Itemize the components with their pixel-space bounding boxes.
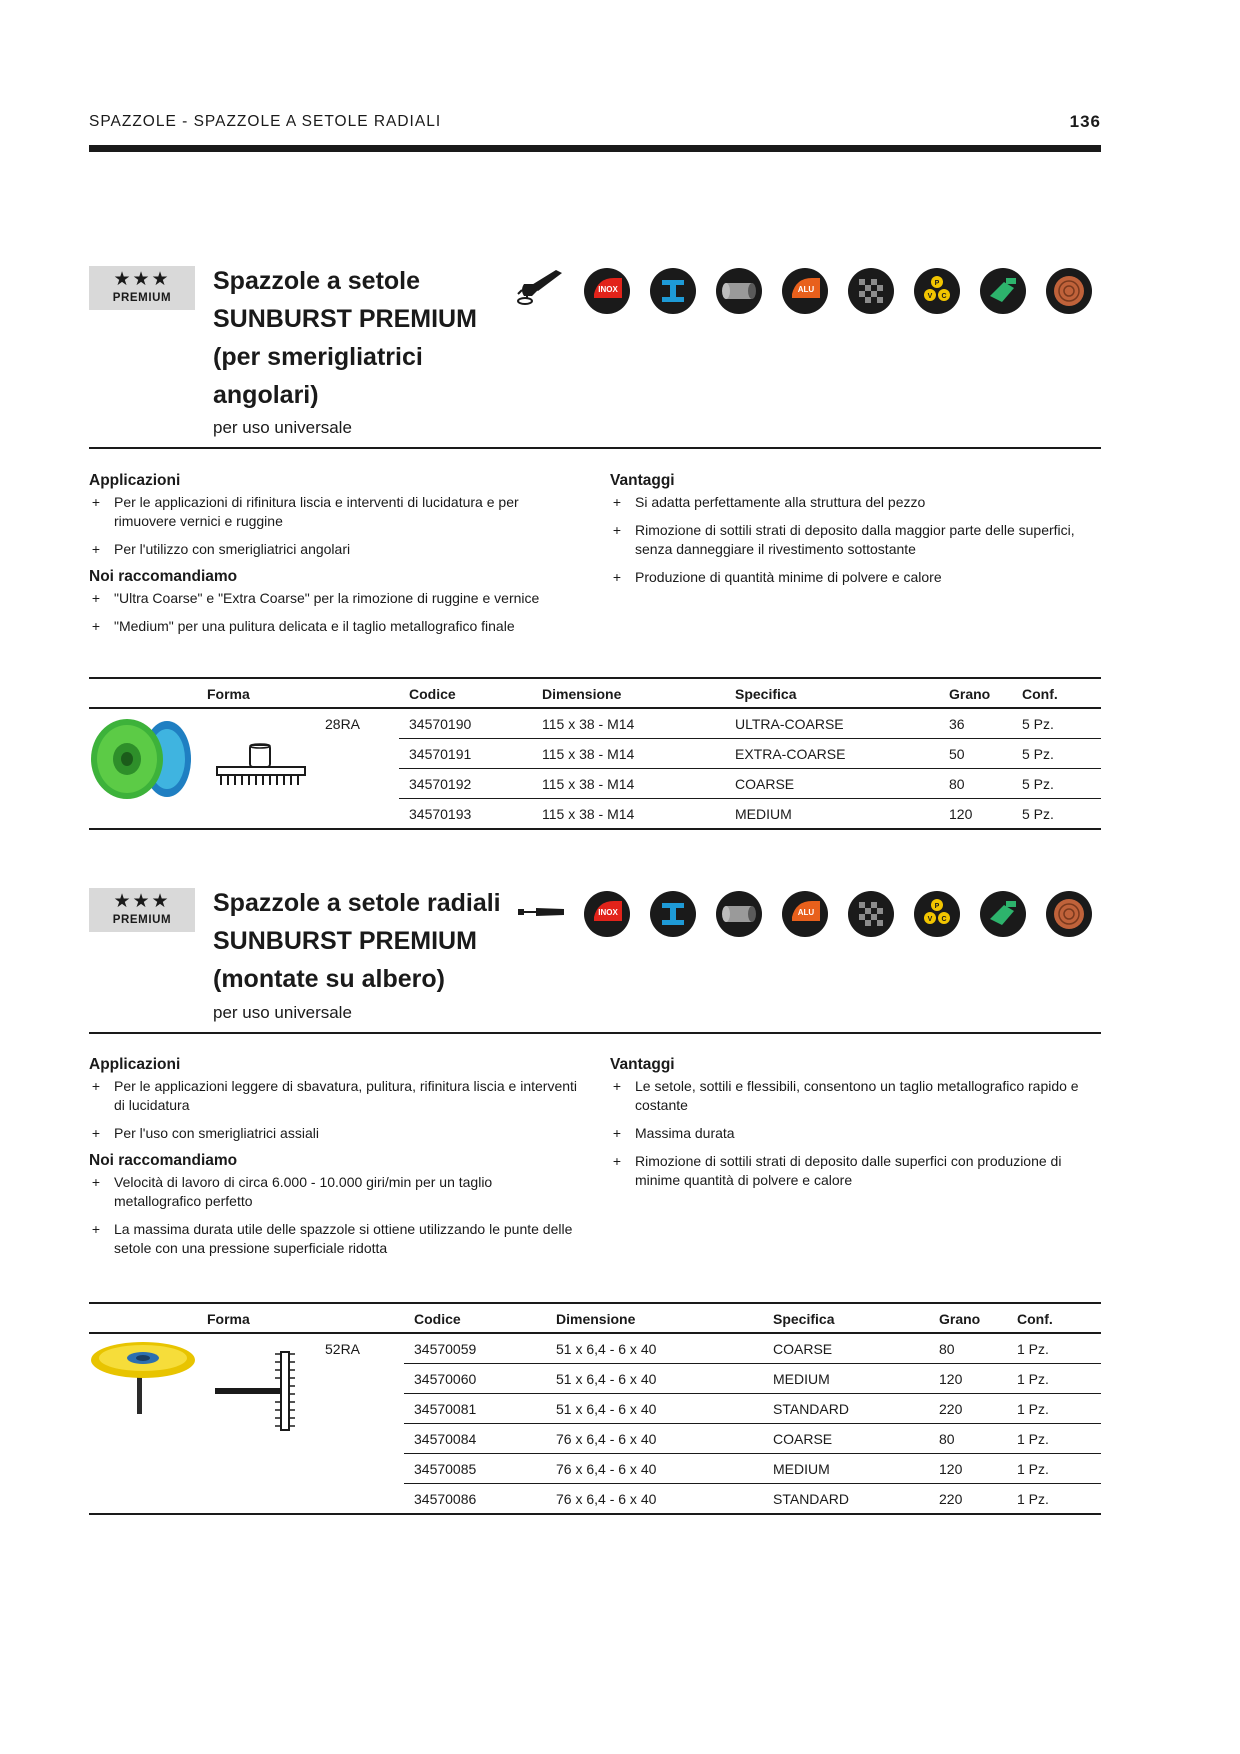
- cell-specifica: STANDARD: [773, 1491, 849, 1507]
- product-subtitle: per uso universale: [213, 418, 352, 437]
- paint-roller-icon: [980, 891, 1026, 937]
- svg-text:INOX: INOX: [598, 908, 618, 917]
- col-dimensione: Dimensione: [542, 686, 622, 702]
- composite-icon: [848, 891, 894, 937]
- col-codice: Codice: [409, 686, 456, 702]
- col-conf: Conf.: [1022, 686, 1058, 702]
- left-column: [89, 472, 579, 645]
- table-row: [404, 1363, 1101, 1393]
- cell-dimensione: 76 x 6,4 - 6 x 40: [556, 1491, 657, 1507]
- list-item: + Velocità di lavoro di circa 6.000 - 10.000 giri/min per un taglio metallografico perfetto: [89, 1173, 579, 1211]
- plus-icon: +: [91, 590, 101, 606]
- cell-conf: 5 Pz.: [1022, 746, 1054, 762]
- cell-dimensione: 115 x 38 - M14: [542, 746, 635, 762]
- cell-conf: 5 Pz.: [1022, 716, 1054, 732]
- section-rule: [89, 447, 1101, 449]
- forma-code: 28RA: [325, 716, 361, 732]
- product-title: [213, 262, 477, 414]
- vantaggi-heading: Vantaggi: [610, 1056, 675, 1073]
- cell-conf: 5 Pz.: [1022, 806, 1054, 822]
- col-dimensione: Dimensione: [556, 1311, 636, 1327]
- cell-grano: 80: [939, 1341, 955, 1357]
- header-rule: [89, 145, 1101, 152]
- list-item: + "Medium" per una pulitura delicata e il taglio metallografico finale: [89, 617, 579, 636]
- raccomandiamo-heading: Noi raccomandiamo: [89, 568, 238, 585]
- applicazioni-heading: Applicazioni: [89, 1056, 181, 1073]
- straight-grinder-icon: [516, 890, 566, 934]
- brush-photo: [89, 1338, 199, 1418]
- badge-label: PREMIUM: [112, 292, 172, 304]
- brush-profile-drawing: [215, 1348, 311, 1434]
- vantaggi-heading: Vantaggi: [610, 472, 675, 489]
- plus-icon: +: [91, 1174, 101, 1190]
- table-row: [399, 709, 1101, 738]
- table-row: [404, 1483, 1101, 1513]
- inox-icon: [584, 268, 630, 314]
- svg-text:P: P: [934, 903, 940, 910]
- pvc-icon: [914, 891, 960, 937]
- col-specifica: Specifica: [735, 686, 797, 702]
- cell-conf: 1 Pz.: [1017, 1371, 1049, 1387]
- svg-text:ALU: ALU: [797, 285, 815, 294]
- table-row: [404, 1334, 1101, 1363]
- page-number: 136: [1069, 112, 1101, 131]
- cell-conf: 5 Pz.: [1022, 776, 1054, 792]
- svg-text:P: P: [934, 280, 940, 287]
- svg-text:C: C: [941, 916, 947, 923]
- cell-dimensione: 76 x 6,4 - 6 x 40: [556, 1461, 657, 1477]
- plus-icon: +: [91, 1221, 101, 1237]
- table-body: [399, 709, 1101, 828]
- col-grano: Grano: [949, 686, 991, 702]
- list-item: + Per l'utilizzo con smerigliatrici angolari: [89, 540, 579, 559]
- plus-icon: +: [91, 618, 101, 634]
- list-item: + Per le applicazioni leggere di sbavatura, pulitura, rifinitura liscia e interventi di lucidatura: [89, 1077, 579, 1115]
- col-forma: Forma: [207, 1311, 250, 1327]
- plus-icon: +: [91, 1078, 101, 1094]
- cell-dimensione: 51 x 6,4 - 6 x 40: [556, 1371, 657, 1387]
- col-grano: Grano: [939, 1311, 981, 1327]
- list-item: + Per l'uso con smerigliatrici assiali: [89, 1124, 579, 1143]
- pipe-icon: [716, 891, 762, 937]
- section-title: SPAZZOLE - SPAZZOLE A SETOLE RADIALI: [89, 113, 442, 130]
- badge-label: PREMIUM: [112, 914, 172, 926]
- cell-codice: 34570193: [409, 806, 472, 822]
- table-header: [89, 679, 1101, 709]
- raccomandiamo-list: [89, 589, 579, 636]
- plus-icon: +: [612, 522, 622, 538]
- table-row: [399, 798, 1101, 828]
- cell-specifica: EXTRA-COARSE: [735, 746, 846, 762]
- vantaggi-list: [610, 493, 1100, 587]
- cell-conf: 1 Pz.: [1017, 1341, 1049, 1357]
- cell-grano: 220: [939, 1491, 963, 1507]
- product-subtitle: per uso universale: [213, 1003, 352, 1022]
- product-title-line: (per smerigliatrici: [213, 343, 423, 371]
- section-rule: [89, 1032, 1101, 1034]
- table-row: [404, 1423, 1101, 1453]
- product-title-line: SUNBURST PREMIUM: [213, 927, 477, 955]
- product-table: [89, 677, 1101, 830]
- pipe-icon: [716, 268, 762, 314]
- cell-dimensione: 115 x 38 - M14: [542, 716, 635, 732]
- table-body: [404, 1334, 1101, 1513]
- cell-dimensione: 51 x 6,4 - 6 x 40: [556, 1401, 657, 1417]
- product-title-line: angolari): [213, 381, 319, 409]
- applicazioni-list: [89, 1077, 579, 1143]
- list-item: + Rimozione di sottili strati di deposito dalle superfici con produzione di minime quantità di polvere e calore: [610, 1152, 1100, 1190]
- raccomandiamo-list: [89, 1173, 579, 1258]
- cell-grano: 80: [949, 776, 965, 792]
- list-item: + Si adatta perfettamente alla struttura del pezzo: [610, 493, 1100, 512]
- svg-text:V: V: [927, 916, 933, 923]
- cell-specifica: COARSE: [735, 776, 795, 792]
- plus-icon: +: [91, 494, 101, 510]
- cell-specifica: COARSE: [773, 1431, 833, 1447]
- cell-grano: 120: [949, 806, 973, 822]
- cell-codice: 34570086: [414, 1491, 477, 1507]
- list-item: + La massima durata utile delle spazzole si ottiene utilizzando le punte delle setole con una pressione superficiale ridotta: [89, 1220, 579, 1258]
- cell-conf: 1 Pz.: [1017, 1431, 1049, 1447]
- cell-codice: 34570060: [414, 1371, 477, 1387]
- cell-codice: 34570192: [409, 776, 472, 792]
- cell-conf: 1 Pz.: [1017, 1461, 1049, 1477]
- col-specifica: Specifica: [773, 1311, 835, 1327]
- applicazioni-list: [89, 493, 579, 559]
- cell-codice: 34570191: [409, 746, 472, 762]
- cell-specifica: MEDIUM: [773, 1371, 830, 1387]
- forma-code: 52RA: [325, 1341, 361, 1357]
- svg-text:V: V: [927, 293, 933, 300]
- cell-conf: 1 Pz.: [1017, 1401, 1049, 1417]
- table-row: [404, 1453, 1101, 1483]
- table-row: [399, 738, 1101, 768]
- inox-icon: [584, 891, 630, 937]
- steel-beam-icon: [650, 268, 696, 314]
- material-icons: [584, 891, 1104, 937]
- list-item: + Massima durata: [610, 1124, 1100, 1143]
- right-column: [610, 1056, 1100, 1199]
- plus-icon: +: [612, 494, 622, 510]
- cell-grano: 120: [939, 1461, 963, 1477]
- cell-codice: 34570085: [414, 1461, 477, 1477]
- plus-icon: +: [612, 1153, 622, 1169]
- cell-specifica: COARSE: [773, 1341, 833, 1357]
- cell-grano: 36: [949, 716, 965, 732]
- applicazioni-heading: Applicazioni: [89, 472, 181, 489]
- product-title-line: (montate su albero): [213, 965, 445, 993]
- stars-icon: ★★★: [113, 891, 171, 912]
- premium-badge: [89, 888, 195, 932]
- list-item: + Per le applicazioni di rifinitura liscia e interventi di lucidatura e per rimuovere vernici e ruggine: [89, 493, 579, 531]
- cell-codice: 34570081: [414, 1401, 477, 1417]
- angle-grinder-icon: [516, 266, 566, 310]
- plus-icon: +: [91, 541, 101, 557]
- table-row: [399, 768, 1101, 798]
- left-column: [89, 1056, 579, 1267]
- cell-grano: 80: [939, 1431, 955, 1447]
- cell-grano: 50: [949, 746, 965, 762]
- alu-icon: [782, 891, 828, 937]
- cell-grano: 120: [939, 1371, 963, 1387]
- table-row: [404, 1393, 1101, 1423]
- brush-photo: [89, 713, 199, 801]
- cell-dimensione: 51 x 6,4 - 6 x 40: [556, 1341, 657, 1357]
- vantaggi-list: [610, 1077, 1100, 1190]
- cell-dimensione: 115 x 38 - M14: [542, 806, 635, 822]
- cell-codice: 34570190: [409, 716, 472, 732]
- paint-roller-icon: [980, 268, 1026, 314]
- list-item: + "Ultra Coarse" e "Extra Coarse" per la rimozione di ruggine e vernice: [89, 589, 579, 608]
- list-item: + Rimozione di sottili strati di deposito dalla maggior parte delle superfici, senza danneggiare il rivestimento sottostante: [610, 521, 1100, 559]
- col-forma: Forma: [207, 686, 250, 702]
- stars-icon: ★★★: [113, 269, 171, 290]
- list-item: + Le setole, sottili e flessibili, consentono un taglio metallografico rapido e costante: [610, 1077, 1100, 1115]
- alu-icon: [782, 268, 828, 314]
- svg-text:INOX: INOX: [598, 285, 618, 294]
- composite-icon: [848, 268, 894, 314]
- wood-icon: [1046, 891, 1092, 937]
- plus-icon: +: [612, 1078, 622, 1094]
- list-item: + Produzione di quantità minime di polvere e calore: [610, 568, 1100, 587]
- brush-profile-drawing: [213, 743, 309, 795]
- product-title: [213, 884, 501, 998]
- plus-icon: +: [91, 1125, 101, 1141]
- cell-specifica: ULTRA-COARSE: [735, 716, 844, 732]
- product-table: [89, 1302, 1101, 1515]
- cell-specifica: MEDIUM: [773, 1461, 830, 1477]
- plus-icon: +: [612, 1125, 622, 1141]
- plus-icon: +: [612, 569, 622, 585]
- raccomandiamo-heading: Noi raccomandiamo: [89, 1152, 238, 1169]
- cell-codice: 34570084: [414, 1431, 477, 1447]
- wood-icon: [1046, 268, 1092, 314]
- product-title-line: Spazzole a setole: [213, 267, 421, 295]
- cell-specifica: STANDARD: [773, 1401, 849, 1417]
- svg-text:C: C: [941, 293, 947, 300]
- product-title-line: Spazzole a setole radiali: [213, 889, 501, 917]
- col-conf: Conf.: [1017, 1311, 1053, 1327]
- cell-specifica: MEDIUM: [735, 806, 792, 822]
- cell-dimensione: 115 x 38 - M14: [542, 776, 635, 792]
- product-title-line: SUNBURST PREMIUM: [213, 305, 477, 333]
- cell-conf: 1 Pz.: [1017, 1491, 1049, 1507]
- right-column: [610, 472, 1100, 596]
- svg-text:ALU: ALU: [797, 908, 815, 917]
- col-codice: Codice: [414, 1311, 461, 1327]
- premium-badge: [89, 266, 195, 310]
- cell-codice: 34570059: [414, 1341, 477, 1357]
- pvc-icon: [914, 268, 960, 314]
- table-header: [89, 1304, 1101, 1334]
- steel-beam-icon: [650, 891, 696, 937]
- cell-dimensione: 76 x 6,4 - 6 x 40: [556, 1431, 657, 1447]
- cell-grano: 220: [939, 1401, 963, 1417]
- material-icons: [584, 268, 1104, 314]
